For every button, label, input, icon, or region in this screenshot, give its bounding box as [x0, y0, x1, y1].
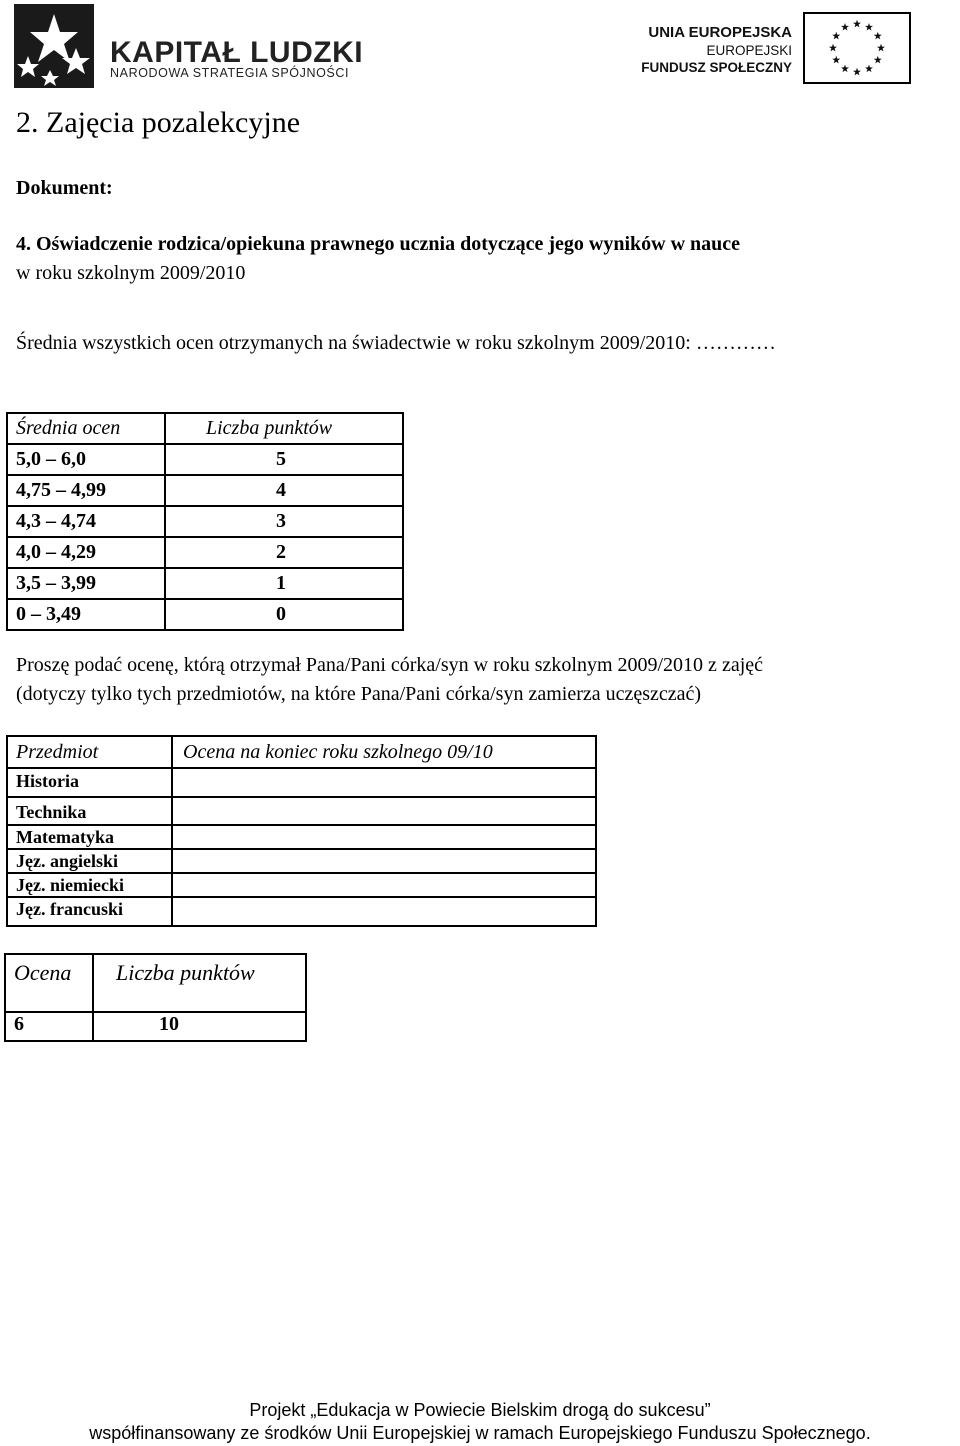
grades-header-points: Liczba punktów [165, 413, 403, 444]
grades-points-cell: 1 [165, 568, 403, 599]
subject-name-cell: Jęz. angielski [7, 849, 172, 873]
points-header-points: Liczba punktów [93, 954, 306, 1012]
subject-grade-input[interactable] [172, 768, 596, 797]
subject-name-cell: Matematyka [7, 825, 172, 849]
subject-grade-input[interactable] [172, 897, 596, 926]
grades-range-cell: 4,75 – 4,99 [7, 475, 165, 506]
table-row [7, 537, 403, 568]
table-row [7, 768, 596, 797]
eu-logo-line1: UNIA EUROPEJSKA [648, 24, 792, 41]
footer-line1: Projekt „Edukacja w Powiecie Bielskim drogą do sukcesu” [249, 1400, 711, 1420]
statement-title-line1: 4. Oświadczenie rodzica/opiekuna prawnego ucznia dotyczące jego wyników w nauce [16, 233, 741, 255]
table-row [7, 599, 403, 630]
grades-header-average: Średnia ocen [7, 413, 165, 444]
table-row [7, 825, 596, 849]
grades-range-cell: 3,5 – 3,99 [7, 568, 165, 599]
table-row [7, 897, 596, 926]
subject-name-cell: Jęz. niemiecki [7, 873, 172, 897]
statement-title-line2: w roku szkolnym 2009/2010 [16, 262, 246, 284]
subject-grade-input[interactable] [172, 849, 596, 873]
table-row [7, 873, 596, 897]
instruction-line1: Proszę podać ocenę, którą otrzymał Pana/Pani córka/syn w roku szkolnym 2009/2010 z zajęć [16, 654, 764, 676]
grades-points-cell: 3 [165, 506, 403, 537]
eu-logo-line2: EUROPEJSKI [706, 43, 792, 58]
grades-range-cell: 4,3 – 4,74 [7, 506, 165, 537]
subject-name-cell: Jęz. francuski [7, 897, 172, 926]
points-header-grade: Ocena [5, 954, 93, 1012]
grades-range-cell: 4,0 – 4,29 [7, 537, 165, 568]
subject-grade-input[interactable] [172, 825, 596, 849]
kapital-ludzki-emblem-icon [14, 4, 110, 100]
points-value-cell: 10 [93, 1012, 306, 1041]
table-row [5, 1012, 306, 1041]
subject-grade-input[interactable] [172, 873, 596, 897]
kapital-ludzki-title: KAPITAŁ LUDZKI [110, 36, 364, 69]
average-line: Średnia wszystkich ocen otrzymanych na świadectwie w roku szkolnym 2009/2010: ………… [16, 332, 776, 354]
kapital-ludzki-subtitle: NARODOWA STRATEGIA SPÓJNOŚCI [110, 66, 350, 80]
grades-table [6, 412, 404, 631]
grades-points-cell: 5 [165, 444, 403, 475]
grades-points-cell: 2 [165, 537, 403, 568]
eu-logo-text [630, 24, 792, 76]
table-row [7, 444, 403, 475]
grades-range-cell: 5,0 – 6,0 [7, 444, 165, 475]
instruction-line2: (dotyczy tylko tych przedmiotów, na które Pana/Pani córka/syn zamierza uczęszczać) [16, 683, 702, 705]
grades-points-cell: 0 [165, 599, 403, 630]
table-row [7, 568, 403, 599]
subjects-header-subject: Przedmiot [7, 736, 172, 768]
grades-table-header [7, 413, 403, 444]
eu-logo-line3: FUNDUSZ SPOŁECZNY [641, 60, 792, 75]
table-row [7, 797, 596, 825]
points-grade-cell: 6 [5, 1012, 93, 1041]
table-row [7, 475, 403, 506]
points-table-header [5, 954, 306, 1012]
grades-points-cell: 4 [165, 475, 403, 506]
subject-name-cell: Technika [7, 797, 172, 825]
eu-flag-icon [803, 12, 911, 84]
document-label: Dokument: [16, 177, 113, 199]
footer-line2: współfinansowany ze środków Unii Europejskiej w ramach Europejskiego Funduszu Społecznego. [89, 1423, 871, 1443]
subjects-header-grade: Ocena na koniec roku szkolnego 09/10 [172, 736, 596, 768]
subjects-table-header [7, 736, 596, 768]
subjects-table [6, 735, 597, 927]
subject-grade-input[interactable] [172, 797, 596, 825]
section-title: 2. Zajęcia pozalekcyjne [16, 106, 301, 139]
table-row [7, 849, 596, 873]
points-table [4, 953, 307, 1042]
table-row [7, 506, 403, 537]
subject-name-cell: Historia [7, 768, 172, 797]
grades-range-cell: 0 – 3,49 [7, 599, 165, 630]
